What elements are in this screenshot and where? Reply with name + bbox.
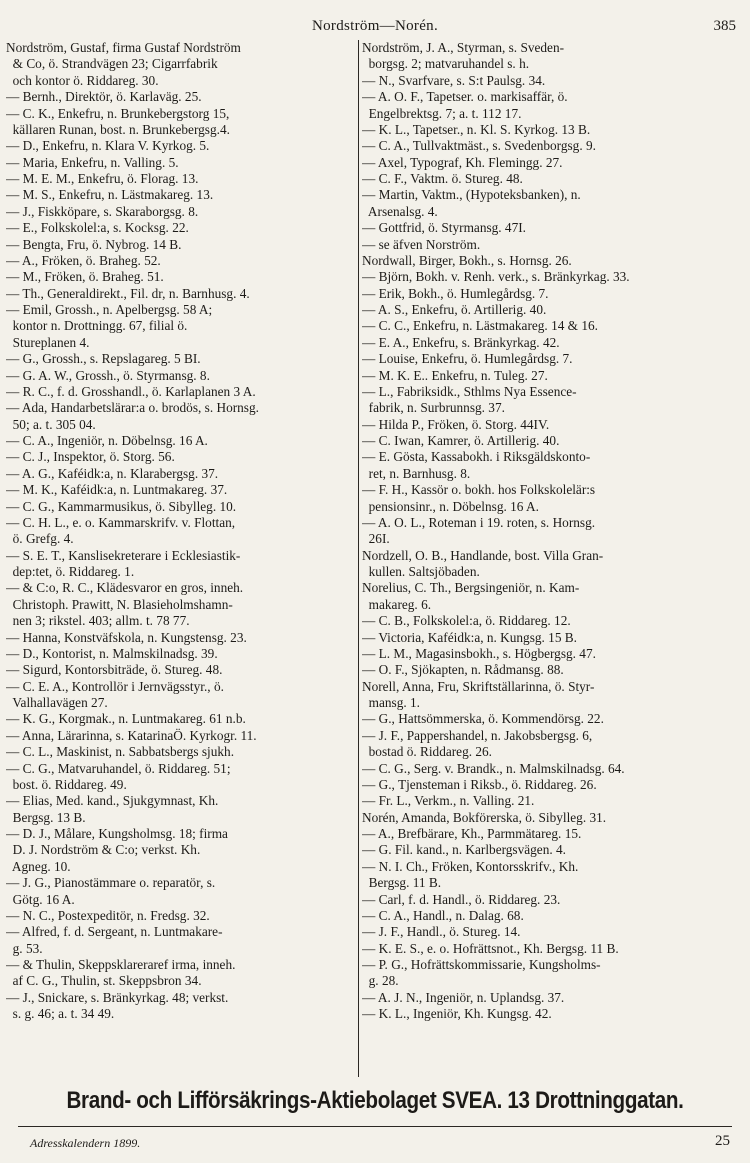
right-column — [362, 40, 742, 1023]
directory-entry-line: — Ada, Handarbetslärar:a o. brodös, s. Hornsg. — [6, 400, 259, 416]
directory-entry-line: — Victoria, Kaféidk:a, n. Kungsg. 15 B. — [362, 629, 577, 645]
directory-entry-line: — Emil, Grossh., n. Apelbergsg. 58 A; — [6, 302, 213, 317]
directory-entry-line: — A. J. N., Ingeniör, n. Uplandsg. 37. — [362, 989, 565, 1005]
directory-entry-line: kullen. Saltsjöbaden. — [362, 564, 480, 579]
directory-entry-line: — A. O. F., Tapetser. o. markisaffär, ö. — [362, 89, 568, 105]
running-head — [0, 14, 750, 36]
directory-entry-line: Agneg. 10. — [6, 858, 71, 874]
directory-entry-line: och kontor ö. Riddareg. 30. — [6, 72, 159, 88]
directory-entry-line: Christoph. Prawitt, N. Blasieholmshamn- — [6, 596, 233, 612]
directory-entry-line: Norén, Amanda, Bokförerska, ö. Sibylleg. 31. — [362, 809, 607, 825]
directory-entry-line: — Bengta, Fru, ö. Nybrog. 14 B. — [6, 236, 182, 252]
directory-entry-line: — Martin, Vaktm., (Hypoteksbanken), n. — [362, 187, 581, 203]
directory-entry-line: pensionsinr., n. Döbelnsg. 16 A. — [362, 498, 539, 514]
directory-entry-line: Bergsg. 11 B. — [362, 875, 442, 891]
directory-entry-line: kontor n. Drottningg. 67, filial ö. — [6, 318, 188, 334]
directory-entry-line: — Hanna, Konstväfskola, n. Kungstensg. 23. — [6, 629, 247, 645]
directory-entry-line: mansg. 1. — [362, 695, 420, 710]
directory-entry-line: — G., Hattsömmerska, ö. Kommendörsg. 22. — [362, 711, 604, 727]
directory-entry-line: — D., Enkefru, n. Klara V. Kyrkog. 5. — [6, 138, 210, 154]
directory-entry-line: — Hilda P., Fröken, ö. Storg. 44IV. — [362, 416, 550, 432]
directory-entry-line: — O. F., Sjökapten, n. Rådmansg. 88. — [362, 662, 564, 678]
directory-entry-line: — C. L., Maskinist, n. Sabbatsbergs sjukh. — [6, 744, 235, 760]
directory-entry-line: — Louise, Enkefru, ö. Humlegårdsg. 7. — [362, 351, 573, 367]
directory-entry-line: — N. C., Postexpeditör, n. Fredsg. 32. — [6, 907, 210, 923]
directory-entry-line: dep:tet, ö. Riddareg. 1. — [6, 564, 135, 579]
directory-entry-line: — J., Snickare, s. Bränkyrkag. 48; verkst. — [6, 989, 229, 1005]
directory-entry-line: — C. E. A., Kontrollör i Jernvägsstyr., ö. — [6, 678, 224, 694]
directory-entry-line: — A., Fröken, ö. Braheg. 52. — [6, 252, 161, 268]
directory-entry-line: — Axel, Typograf, Kh. Flemingg. 27. — [362, 154, 563, 170]
directory-entry-line: — K. E. S., e. o. Hofrättsnot., Kh. Bergsg. 11 B. — [362, 940, 619, 956]
directory-entry-line: — N., Svarfvare, s. S:t Paulsg. 34. — [362, 72, 546, 88]
directory-entry-line: — G., Grossh., s. Repslagareg. 5 BI. — [6, 351, 201, 367]
directory-entry-line: 26I. — [362, 531, 390, 547]
page-title: Nordström—Norén. — [311, 18, 439, 34]
directory-entry-line: — C. H. L., e. o. Kammarskrifv. v. Flottan, — [6, 514, 236, 530]
directory-entry-line: — A., Brefbärare, Kh., Parmmätareg. 15. — [362, 826, 582, 841]
directory-entry-line: källaren Runan, bost. n. Brunkebergsg.4. — [6, 121, 230, 137]
left-column — [6, 40, 360, 1023]
directory-entry-line: — C. J., Inspektor, ö. Storg. 56. — [6, 449, 175, 465]
directory-entry-line: ö. Grefg. 4. — [6, 531, 74, 547]
directory-entry-line: — A. S., Enkefru, ö. Artillerig. 40. — [362, 302, 547, 317]
directory-entry-line: — C. G., Serg. v. Brandk., n. Malmskilnadsg. 64. — [362, 760, 625, 776]
directory-entry-line: Arsenalsg. 4. — [362, 203, 438, 219]
directory-entry-line: borgsg. 2; matvaruhandel s. h. — [362, 56, 530, 72]
directory-entry-line: bostad ö. Riddareg. 26. — [362, 744, 492, 760]
directory-entry-line: — Bernh., Direktör, ö. Karlaväg. 25. — [6, 89, 202, 105]
directory-entry-line: — se äfven Norström. — [362, 236, 481, 252]
directory-entry-line: — G. Fil. kand., n. Karlbergsvägen. 4. — [362, 842, 566, 858]
publication-title: Adresskalendern 1899. — [30, 1136, 141, 1150]
directory-entry-line: Stureplanen 4. — [6, 334, 90, 350]
directory-entry-line: — D. J., Målare, Kungsholmsg. 18; firma — [6, 826, 228, 841]
directory-entry-line: — Elias, Med. kand., Sjukgymnast, Kh. — [6, 793, 219, 809]
directory-entry-line: — L. M., Magasinsbokh., s. Högbergsg. 47. — [362, 645, 596, 661]
directory-entry-line: — C. A., Ingeniör, n. Döbelnsg. 16 A. — [6, 433, 208, 448]
directory-entry-line: — M. K. E.. Enkefru, n. Tuleg. 27. — [362, 367, 548, 383]
signature-number: 25 — [715, 1133, 730, 1149]
directory-entry-line: g. 53. — [6, 940, 43, 956]
directory-entry-line: Bergsg. 13 B. — [6, 809, 86, 825]
directory-entry-line: — M. K., Kaféidk:a, n. Luntmakareg. 37. — [6, 482, 228, 498]
directory-entry-line: — Erik, Bokh., ö. Humlegårdsg. 7. — [362, 285, 549, 301]
directory-entry-line: — Fr. L., Verkm., n. Valling. 21. — [362, 793, 535, 809]
directory-entry-line: — K. L., Tapetser., n. Kl. S. Kyrkog. 13 B. — [362, 121, 591, 137]
directory-entry-line: — E. A., Enkefru, s. Bränkyrkag. 42. — [362, 334, 560, 350]
footer-rule — [18, 1126, 732, 1127]
directory-entry-line: — C. Iwan, Kamrer, ö. Artillerig. 40. — [362, 433, 560, 448]
directory-entry-line: — E. Gösta, Kassabokh. i Riksgäldskonto- — [362, 449, 591, 465]
directory-entry-line: & Co, ö. Strandvägen 23; Cigarrfabrik — [6, 56, 218, 72]
directory-entry-line: — C. C., Enkefru, n. Lästmakareg. 14 & 16. — [362, 318, 598, 334]
page-footer — [0, 1133, 750, 1155]
directory-entry-line: — & Thulin, Skeppsklareraref irma, inneh. — [6, 957, 236, 972]
directory-entry-line: — Gottfrid, ö. Styrmansg. 47I. — [362, 220, 526, 236]
directory-entry-line: — F. H., Kassör o. bokh. hos Folkskolelär:s — [362, 482, 596, 498]
directory-entry-line: — S. E. T., Kanslisekreterare i Ecklesiastik- — [6, 547, 241, 563]
directory-entry-line: — L., Fabriksidk., Sthlms Nya Essence- — [362, 383, 577, 399]
directory-entry-line: — J. F., Handl., ö. Stureg. 14. — [362, 924, 521, 940]
directory-entry-line: — Alfred, f. d. Sergeant, n. Luntmakare- — [6, 924, 223, 940]
directory-entry-line: Nordström, J. A., Styrman, s. Sveden- — [362, 40, 565, 55]
directory-entry-line: — C. B., Folkskolel:a, ö. Riddareg. 12. — [362, 613, 571, 629]
directory-entry-line: Nordzell, O. B., Handlande, bost. Villa Gran- — [362, 547, 604, 563]
page-number: 385 — [713, 18, 736, 34]
directory-entry-line: nen 3; rikstel. 403; allm. t. 78 77. — [6, 613, 190, 629]
directory-entry-line: — Th., Generaldirekt., Fil. dr, n. Barnhusg. 4. — [6, 285, 250, 301]
directory-entry-line: Götg. 16 A. — [6, 891, 75, 907]
directory-entry-line: fabrik, n. Surbrunnsg. 37. — [362, 400, 505, 416]
directory-entry-line: Valhallavägen 27. — [6, 695, 108, 710]
directory-entry-line: — Carl, f. d. Handl., ö. Riddareg. 23. — [362, 891, 561, 907]
directory-entry-line: — P. G., Hofrättskommissarie, Kungsholms- — [362, 957, 601, 972]
directory-entry-line: — C. G., Kammarmusikus, ö. Sibylleg. 10. — [6, 498, 237, 514]
directory-entry-line: — C. K., Enkefru, n. Brunkebergstorg 15, — [6, 105, 230, 121]
directory-entry-line: af C. G., Thulin, st. Skeppsbron 34. — [6, 973, 202, 989]
directory-entry-line: — J. G., Pianostämmare o. reparatör, s. — [6, 875, 216, 891]
advertisement-banner: Brand- och Lifförsäkrings-Aktiebolaget SVEA. 13 Drottninggatan. — [66, 1087, 684, 1114]
directory-entry-line: — A. G., Kaféidk:a, n. Klarabergsg. 37. — [6, 465, 219, 481]
directory-entry-line: s. g. 46; a. t. 34 49. — [6, 1006, 115, 1022]
directory-entry-line: bost. ö. Riddareg. 49. — [6, 776, 127, 792]
directory-entry-line: Nordwall, Birger, Bokh., s. Hornsg. 26. — [362, 252, 572, 268]
directory-entry-line: — E., Folkskolel:a, s. Kocksg. 22. — [6, 220, 189, 236]
directory-entry-line: — C. G., Matvaruhandel, ö. Riddareg. 51; — [6, 760, 231, 776]
directory-entry-line: — G., Tjensteman i Riksb., ö. Riddareg. 26. — [362, 776, 597, 792]
directory-entry-line: — K. G., Korgmak., n. Luntmakareg. 61 n.b. — [6, 711, 246, 727]
directory-entry-line: — C. A., Handl., n. Dalag. 68. — [362, 907, 524, 923]
directory-entry-line: — G. A. W., Grossh., ö. Styrmansg. 8. — [6, 367, 210, 383]
directory-entry-line: — & C:o, R. C., Klädesvaror en gros, inneh. — [6, 580, 244, 596]
directory-entry-line: — Sigurd, Kontorsbiträde, ö. Stureg. 48. — [6, 662, 223, 678]
directory-entry-line: — J., Fiskköpare, s. Skaraborgsg. 8. — [6, 203, 199, 219]
directory-entry-line: — C. A., Tullvaktmäst., s. Svedenborgsg. 9. — [362, 138, 596, 154]
column-divider — [358, 40, 359, 1077]
directory-entry-line: — A. O. L., Roteman i 19. roten, s. Hornsg. — [362, 514, 596, 530]
directory-entry-line: ret, n. Barnhusg. 8. — [362, 465, 471, 481]
directory-entry-line: — J. F., Pappershandel, n. Jakobsbergsg. 6, — [362, 727, 593, 743]
directory-columns — [6, 40, 746, 1077]
directory-entry-line: — M., Fröken, ö. Braheg. 51. — [6, 269, 164, 285]
directory-entry-line: — Anna, Lärarinna, s. KatarinaÖ. Kyrkogr. 11. — [6, 727, 257, 743]
directory-entry-line: — R. C., f. d. Grosshandl., ö. Karlaplanen 3 A. — [6, 383, 256, 399]
directory-entry-line: makareg. 6. — [362, 596, 432, 612]
directory-entry-line: Norell, Anna, Fru, Skriftställarinna, ö. Styr- — [362, 678, 595, 694]
directory-entry-line: Nordström, Gustaf, firma Gustaf Nordström — [6, 40, 241, 55]
directory-entry-line: — M. E. M., Enkefru, ö. Florag. 13. — [6, 171, 199, 186]
directory-entry-line: — N. I. Ch., Fröken, Kontorsskrifv., Kh. — [362, 858, 579, 874]
directory-entry-line: Norelius, C. Th., Bergsingeniör, n. Kam- — [362, 580, 580, 596]
directory-entry-line: — M. S., Enkefru, n. Lästmakareg. 13. — [6, 187, 214, 203]
directory-entry-line: — Björn, Bokh. v. Renh. verk., s. Bränkyrkag. 33. — [362, 269, 630, 285]
directory-entry-line: — K. L., Ingeniör, Kh. Kungsg. 42. — [362, 1006, 552, 1022]
directory-entry-line: — D., Kontorist, n. Malmskilnadsg. 39. — [6, 645, 218, 661]
directory-entry-line: Engelbrektsg. 7; a. t. 112 17. — [362, 105, 522, 121]
directory-entry-line: — C. F., Vaktm. ö. Stureg. 48. — [362, 171, 523, 186]
directory-entry-line: — Maria, Enkefru, n. Valling. 5. — [6, 154, 179, 170]
directory-entry-line: g. 28. — [362, 973, 399, 989]
directory-entry-line: 50; a. t. 305 04. — [6, 416, 96, 432]
directory-entry-line: D. J. Nordström & C:o; verkst. Kh. — [6, 842, 201, 858]
